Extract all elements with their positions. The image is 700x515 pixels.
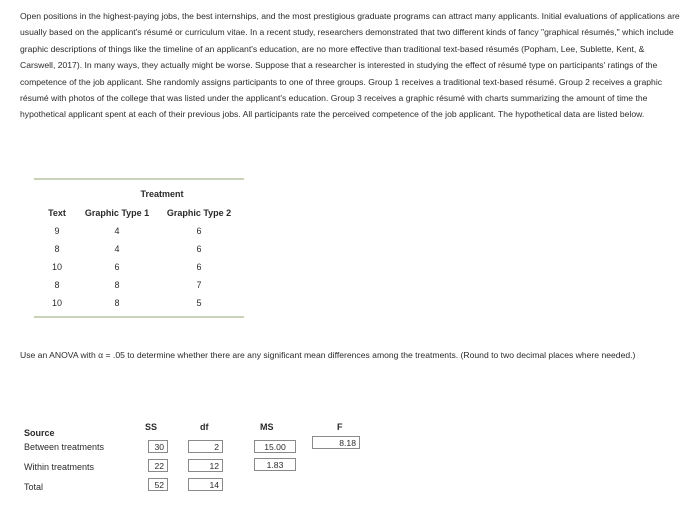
col-header-graphic-1: Graphic Type 1 — [84, 208, 150, 218]
within-df-input[interactable]: 12 — [188, 459, 223, 472]
within-ss-input[interactable]: 22 — [148, 459, 168, 472]
treatment-header: Treatment — [140, 189, 184, 199]
anova-header-source: Source — [24, 428, 55, 438]
table-cell: 8 — [114, 280, 120, 290]
anova-header-ss: SS — [145, 422, 158, 432]
table-cell: 10 — [51, 298, 62, 308]
table-top-rule — [34, 178, 244, 180]
table-cell: 6 — [196, 244, 202, 254]
col-header-graphic-2: Graphic Type 2 — [166, 208, 232, 218]
question-text: Use an ANOVA with α = .05 to determine whether there are any significant mean differences among the treatments. (Round to two decimal places where needed.) — [20, 350, 636, 360]
table-cell: 6 — [196, 226, 202, 236]
row-label-within: Within treatments — [24, 462, 95, 472]
table-cell: 8 — [54, 244, 60, 254]
anova-header-df: df — [200, 422, 209, 432]
table-cell: 4 — [114, 226, 120, 236]
table-cell: 5 — [196, 298, 202, 308]
table-cell: 7 — [196, 280, 202, 290]
table-cell: 4 — [114, 244, 120, 254]
between-ms-input[interactable]: 15.00 — [254, 440, 296, 453]
within-ms-input[interactable]: 1.83 — [254, 458, 296, 471]
table-cell: 8 — [114, 298, 120, 308]
between-df-input[interactable]: 2 — [188, 440, 223, 453]
data-table — [34, 178, 244, 318]
table-cell: 10 — [51, 262, 62, 272]
problem-paragraph: Open positions in the highest-paying jobs, the best internships, and the most prestigious graduate programs can attract many applicants. Initial evaluations of applications are usually based on the applicant's résumé or curriculum vitae. In a recent study, researchers demonstrated that two different kinds of fancy "graphical résumés," which include graphic descriptions of things like the timeline of an applicant's education, are no more effective than traditional text-based résumés (Popham, Lee, Sublette, Kent, & Carswell, 2017). In many ways, they actually might be worse. Suppose that a researcher is interested in studying the effect of résumé type on participants' ratings of the competence of the job applicant. She randomly assigns participants to one of three groups. Group 1 receives a traditional text-based résumé. Group 2 receives a graphic résumé with photos of the college that was listed under the applicant's education. Group 3 receives a graphic résumé with charts summarizing the amount of time the hypothetical applicant spent at each of their previous jobs. All participants rate the perceived competence of the job applicant. The hypothetical data are listed below. — [20, 11, 680, 120]
table-cell: 6 — [196, 262, 202, 272]
row-label-total: Total — [24, 482, 44, 492]
row-label-between: Between treatments — [24, 442, 105, 452]
total-ss-input[interactable]: 52 — [148, 478, 168, 491]
between-ss-input[interactable]: 30 — [148, 440, 168, 453]
col-header-text: Text — [48, 208, 66, 218]
table-bottom-rule — [34, 316, 244, 318]
total-df-input[interactable]: 14 — [188, 478, 223, 491]
table-cell: 6 — [114, 262, 120, 272]
table-cell: 8 — [54, 280, 60, 290]
anova-header-ms: MS — [260, 422, 274, 432]
table-cell: 9 — [54, 226, 60, 236]
between-f-input[interactable]: 8.18 — [312, 436, 360, 449]
anova-header-f: F — [337, 422, 343, 432]
